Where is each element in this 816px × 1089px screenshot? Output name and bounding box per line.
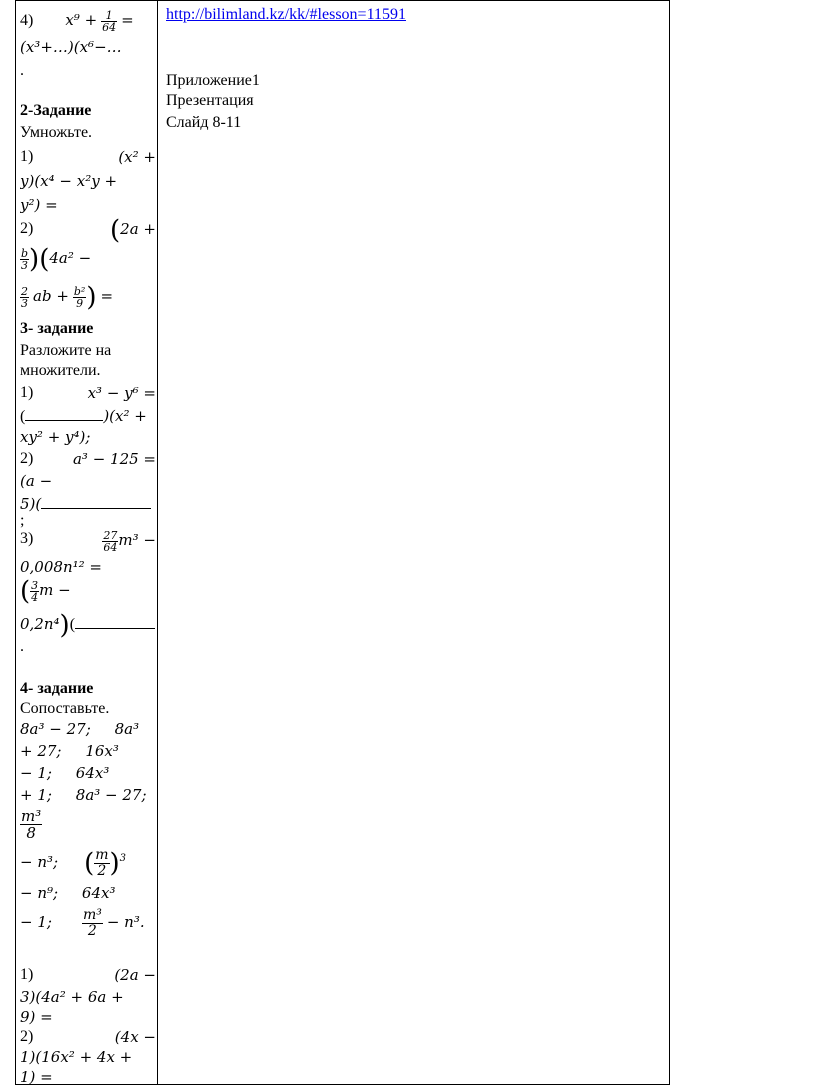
task4-line8: − 1; $\frac{\text{m³}}{2}$ − n³. <box>20 907 145 939</box>
task4-line4: + 1; 8a³ − 27; <box>20 786 147 804</box>
fraction: $\frac{27}{64}$ <box>103 529 118 554</box>
task3-item2-line3: 5)( <box>20 494 151 514</box>
task3-item3-line3: ( $\frac{3}{4}$ m − <box>20 576 71 607</box>
task3-item3-line1: 3) $\frac{27}{64}$ m³ − <box>20 529 156 554</box>
task3-item2-line4: ; <box>20 512 25 529</box>
left-column <box>20 2 156 1085</box>
task3-item2-line1: 2) a³ − 125 = <box>20 450 156 468</box>
task3-heading: 3- задание <box>20 320 94 337</box>
task4-line2: + 27; 16x³ <box>20 742 119 760</box>
table-border-left <box>15 0 16 1085</box>
presentation-label: Презентация <box>166 92 254 109</box>
fraction: $\frac{\text{m³}}{2}$ <box>82 907 102 939</box>
answer-blank[interactable] <box>75 614 155 629</box>
task3-item3-line5: . <box>20 638 24 655</box>
task4-heading: 4- задание <box>20 680 94 697</box>
task3-item3-line2: 0,008n¹² = <box>20 558 102 576</box>
task3-instruction-line1: Разложите на <box>20 342 112 359</box>
fraction: $\frac{3}{4}$ <box>31 579 39 604</box>
fraction: $\frac{\text{b²}}{9}$ <box>73 285 86 310</box>
task4-line5 <box>20 808 42 841</box>
task3-item1-line1: 1) x³ − y⁶ = <box>20 384 156 402</box>
task5-item2-line1: 2) (4x − <box>20 1028 156 1046</box>
task3-item2-line2: (a − <box>20 472 53 490</box>
column-divider <box>157 0 158 1085</box>
task2-item1-line1: 1) (x² + <box>20 148 156 166</box>
task2-item2-line2: $\frac{b}{3}$ )(4a² − <box>21 244 92 275</box>
task5-item2-line3: 1) = <box>20 1068 53 1085</box>
task3-instruction-line2: множители. <box>20 362 101 379</box>
task2-heading: 2-Задание <box>20 102 92 119</box>
answer-blank[interactable] <box>41 494 151 509</box>
fraction: $\frac{m}{2}$ <box>95 847 109 879</box>
appendix-label: Приложение1 <box>166 72 260 89</box>
task2-item2-line3: $\frac{2}{3}$ ab + $\frac{\text{b²}}{9}$ ) = <box>21 282 114 313</box>
task1-line3: . <box>20 62 24 79</box>
task4-line1: 8a³ − 27; 8a³ <box>20 720 140 738</box>
task2-item1-line3: y²) = <box>20 196 58 214</box>
fraction: $\frac{2}{3}$ <box>21 285 28 310</box>
task1-line1: 4) x⁹ + $\frac{1}{64}$ = <box>20 9 134 34</box>
task1-line2: (x³+…)(x⁶−… <box>20 38 122 56</box>
task4-instruction: Сопоставьте. <box>20 700 110 717</box>
table-border-top <box>15 0 670 1</box>
task5-item1-line2: 3)(4a² + 6a + <box>20 988 124 1006</box>
table-border-right <box>669 0 670 1085</box>
task5-item1-line1: 1) (2a − <box>20 966 156 984</box>
task3-item1-line2: ( )(x² + <box>20 407 147 425</box>
task2-item2-line1: 2) (2a + <box>20 215 156 246</box>
right-column <box>166 2 661 1085</box>
answer-blank[interactable] <box>25 406 103 421</box>
task4-line6: − n³; ( $\frac{m}{2}$ )$^3$ <box>20 847 127 879</box>
slides-label: Слайд 8-11 <box>166 114 242 131</box>
task5-item2-line2: 1)(16x² + 4x + <box>20 1048 133 1066</box>
fraction: $\frac{b}{3}$ <box>21 247 29 272</box>
task2-item1-line2: y)(x⁴ − x²y + <box>20 172 118 190</box>
lesson-link[interactable]: http://bilimland.kz/kk/#lesson=11591 <box>166 6 406 23</box>
task4-line3: − 1; 64x³ <box>20 764 110 782</box>
fraction: $\frac{1}{64}$ <box>102 9 117 34</box>
fraction: $\frac{\text{m³}}{8}$ <box>21 807 42 842</box>
task2-instruction: Умножьте. <box>20 124 93 141</box>
math-expr: x⁹ + <box>65 11 98 30</box>
task5-item1-line3: 9) = <box>20 1008 53 1026</box>
lesson-link-line <box>166 6 406 24</box>
item-label: 4) <box>20 12 34 30</box>
task3-item3-line4: 0,2n⁴)( <box>20 614 155 634</box>
task3-item1-line3: xy² + y⁴); <box>20 428 91 446</box>
task4-line7: − n⁹; 64x³ <box>20 884 116 902</box>
